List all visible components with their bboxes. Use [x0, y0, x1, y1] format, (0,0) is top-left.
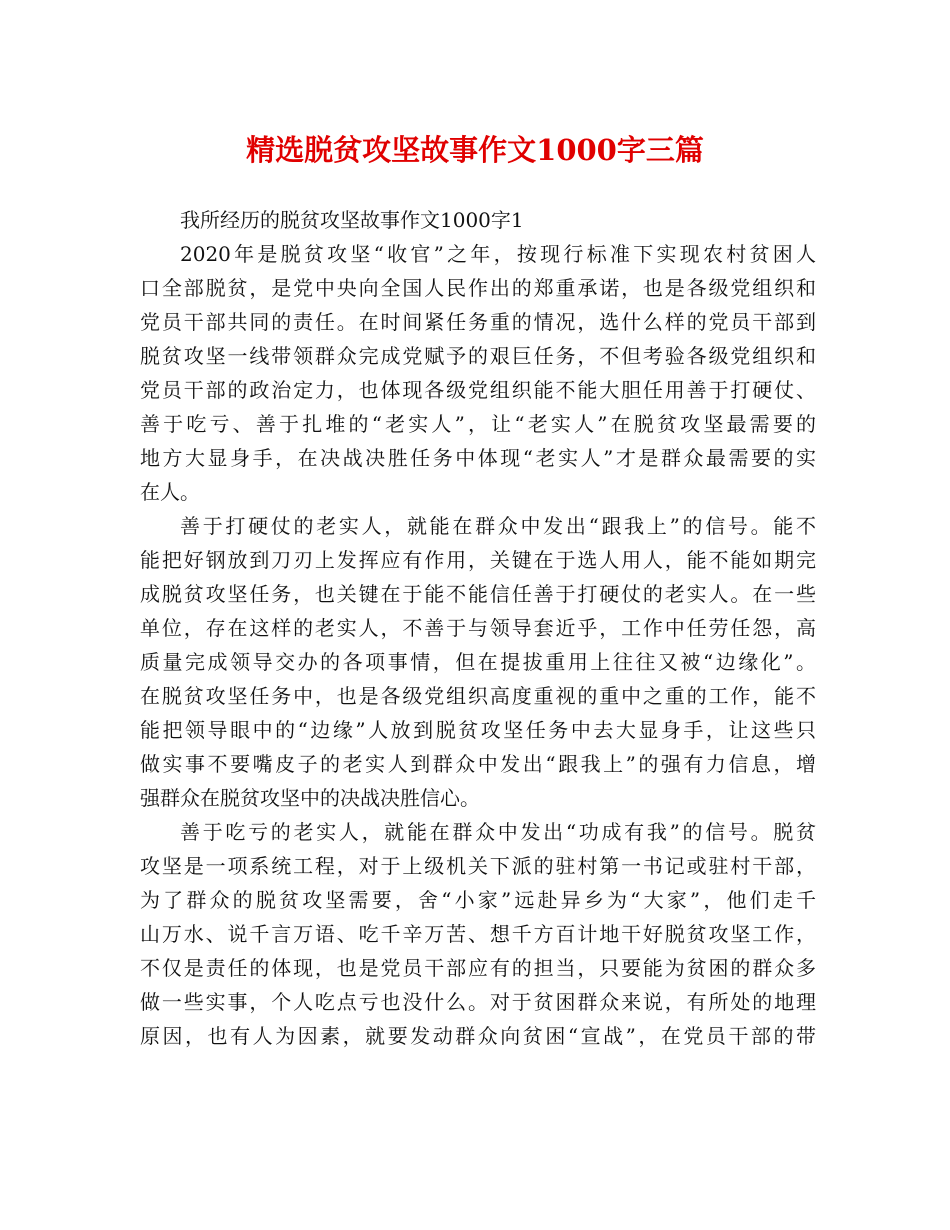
paragraph-line: 在人。 [140, 480, 200, 504]
paragraph-line: 能把好钢放到刀刃上发挥应有作用，关键在于选人用人，能不能如期完 [140, 548, 816, 572]
paragraph-line: 单位，存在这样的老实人，不善于与领导套近乎，工作中任劳任怨，高 [140, 616, 816, 640]
paragraph-line: 做一些实事，个人吃点亏也没什么。对于贫困群众来说，有所处的地理 [140, 990, 816, 1014]
paragraph-line: 山万水、说千言万语、吃千辛万苦、想千方百计地干好脱贫攻坚工作， [140, 922, 816, 946]
paragraph-line: 为了群众的脱贫攻坚需要，舍“小家”远赴异乡为“大家”，他们走千 [140, 888, 816, 912]
paragraph-line: 质量完成领导交办的各项事情，但在提拔重用上往往又被“边缘化”。 [140, 650, 816, 674]
section-subtitle: 我所经历的脱贫攻坚故事作文1000字1 [180, 208, 524, 232]
paragraph-1 [140, 237, 816, 509]
paragraph-line: 不仅是责任的体现，也是党员干部应有的担当，只要能为贫困的群众多 [140, 956, 816, 980]
paragraph-3 [140, 815, 816, 1053]
paragraph-line: 脱贫攻坚一线带领群众完成党赋予的艰巨任务，不但考验各级党组织和 [140, 344, 816, 368]
paragraph-line: 善于吃亏、善于扎堆的“老实人”，让“老实人”在脱贫攻坚最需要的 [140, 412, 816, 436]
paragraph-line: 成脱贫攻坚任务，也关键在于能不能信任善于打硬仗的老实人。在一些 [140, 582, 816, 606]
paragraph-line: 善于打硬仗的老实人，就能在群众中发出“跟我上”的信号。能不 [180, 514, 816, 538]
paragraph-line: 地方大显身手，在决战决胜任务中体现“老实人”才是群众最需要的实 [140, 446, 816, 470]
paragraph-line: 做实事不要嘴皮子的老实人到群众中发出“跟我上”的强有力信息，增 [140, 752, 816, 776]
paragraph-line: 在脱贫攻坚任务中，也是各级党组织高度重视的重中之重的工作，能不 [140, 684, 816, 708]
paragraph-2 [140, 509, 816, 815]
document-title: 精选脱贫攻坚故事作文1000字三篇 [246, 133, 704, 167]
paragraph-line: 党员干部共同的责任。在时间紧任务重的情况，选什么样的党员干部到 [140, 310, 816, 334]
paragraph-line: 强群众在脱贫攻坚中的决战决胜信心。 [140, 786, 480, 810]
paragraph-line: 攻坚是一项系统工程，对于上级机关下派的驻村第一书记或驻村干部， [140, 854, 816, 878]
paragraph-line: 原因，也有人为因素，就要发动群众向贫困“宣战”，在党员干部的带 [140, 1024, 816, 1048]
document-body [140, 203, 816, 1053]
paragraph-line: 党员干部的政治定力，也体现各级党组织能不能大胆任用善于打硬仗、 [140, 378, 816, 402]
paragraph-line: 口全部脱贫，是党中央向全国人民作出的郑重承诺，也是各级党组织和 [140, 276, 816, 300]
paragraph-line: 能把领导眼中的“边缘”人放到脱贫攻坚任务中去大显身手，让这些只 [140, 718, 816, 742]
paragraph-line: 善于吃亏的老实人，就能在群众中发出“功成有我”的信号。脱贫 [180, 820, 816, 844]
paragraph-line: 2020年是脱贫攻坚“收官”之年，按现行标准下实现农村贫困人 [180, 242, 816, 266]
